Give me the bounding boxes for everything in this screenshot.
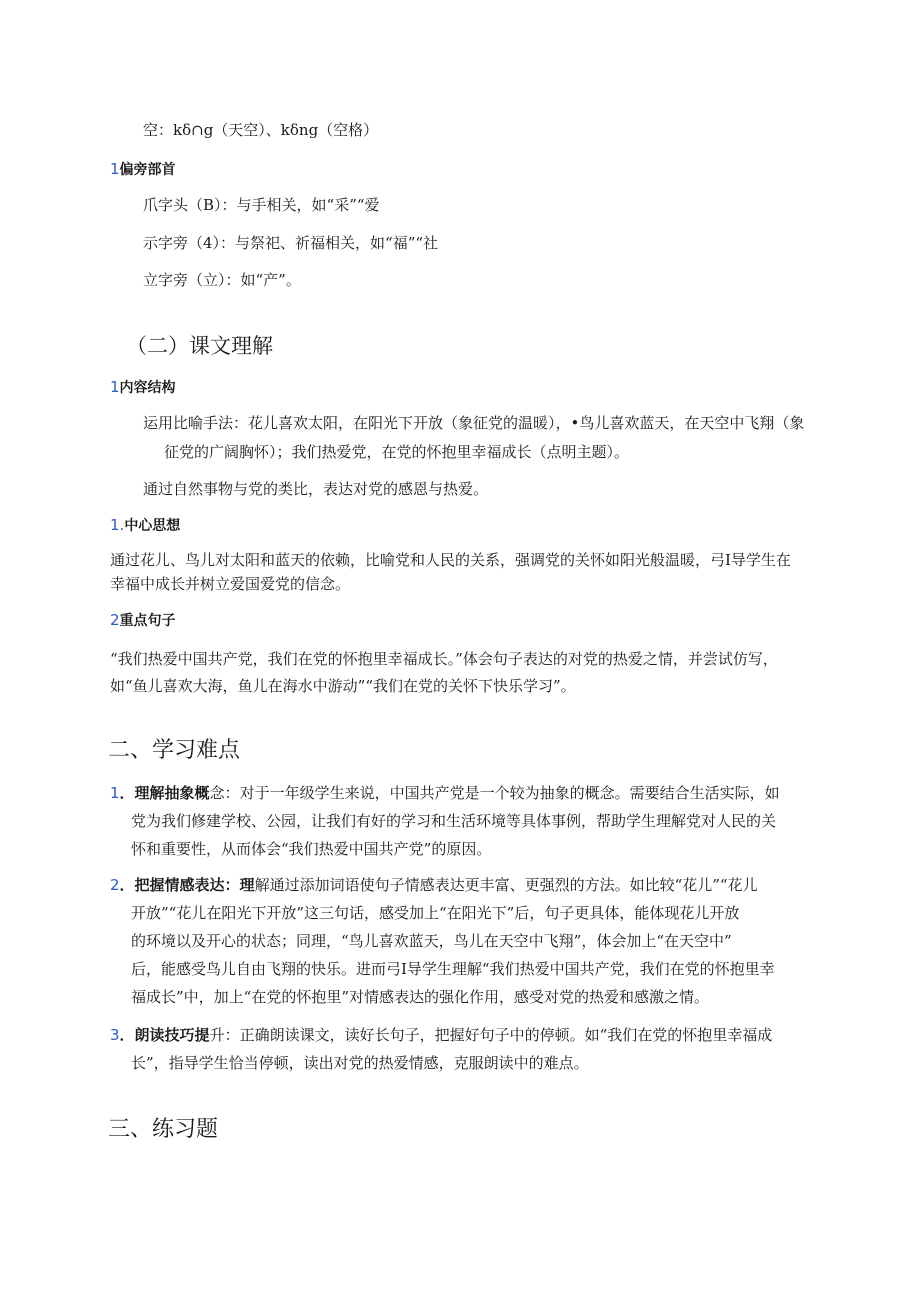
exercises-heading: 三、练习题	[108, 1117, 219, 1142]
structure-heading	[110, 377, 176, 398]
structure-line: 运用比喻手法：花儿喜欢太阳，在阳光下开放（象征党的温暖），•鸟儿喜欢蓝天，在天空中飞翔（象	[143, 414, 805, 432]
structure-title: 内容结构	[119, 380, 176, 396]
radicals-number: 1	[110, 160, 120, 178]
difficulty-line: 后，能感受鸟儿自由飞翔的快乐。进而弓I导学生理解“我们热爱中国共产党，我们在党的怀抱里幸	[131, 960, 775, 978]
difficulty-item-3	[110, 1025, 772, 1045]
radical-item-li: 立字旁（立）：如“产”。	[143, 271, 301, 289]
difficulty-label: ．把握情感表达：理	[119, 876, 255, 894]
key-sentence-line: 如“鱼儿喜欢大海，鱼儿在海水中游动”“我们在党的关怀下快乐学习”。	[110, 677, 576, 695]
difficulty-number: 1	[110, 784, 120, 802]
central-line: 幸福中成长并树立爱国爱党的信念。	[110, 575, 351, 593]
difficulty-number: 3	[110, 1026, 120, 1044]
pinyin-line: 空：kδ∩g（天空）、kδng（空格）	[143, 121, 379, 139]
structure-line: 通过自然事物与党的类比，表达对党的感恩与热爱。	[143, 480, 489, 498]
difficulty-line: 福成长”中，加上“在党的怀抱里”对情感表达的强化作用，感受对党的热爱和感激之情。	[131, 988, 710, 1006]
key-sentence-number: 2	[110, 611, 120, 629]
difficulty-label: ．朗读技巧提	[119, 1026, 210, 1044]
difficulty-text: 解通过添加词语使句子情感表达更丰富、更强烈的方法。如比较“花儿”“花儿	[254, 876, 758, 894]
radical-item-shi: 示字旁（4）：与祭祀、祈福相关，如“福”“社	[143, 234, 439, 252]
difficulty-line: 长”，指导学生恰当停顿，读出对党的热爱情感，克服朗读中的难点。	[131, 1054, 589, 1072]
difficulty-item-1	[110, 783, 780, 803]
difficulty-line: 的环境以及开心的状态；同理，“鸟儿喜欢蓝天，鸟儿在天空中飞翔”，体会加上“在天空中”	[131, 932, 732, 950]
central-line: 通过花儿、鸟儿对太阳和蓝天的依赖，比喻党和人民的关系，强调党的关怀如阳光般温暖，弓I导学生在	[110, 551, 791, 569]
key-sentence-line: “我们热爱中国共产党，我们在党的怀抱里幸福成长。”体会句子表达的对党的热爱之情，并尝试仿写，	[110, 650, 778, 668]
understanding-heading: （二）课文理解	[126, 334, 273, 358]
difficulty-item-2	[110, 875, 758, 895]
difficulties-heading: 二、学习难点	[108, 738, 241, 763]
structure-line: 征党的广阔胸怀）；我们热爱党，在党的怀抱里幸福成长（点明主题）。	[164, 443, 630, 461]
radicals-heading	[110, 159, 176, 180]
radicals-title: 偏旁部首	[119, 162, 176, 178]
radical-item-claw: 爪字头（B）：与手相关，如“采”“爱	[143, 196, 380, 214]
difficulty-line: 党为我们修建学校、公园，让我们有好的学习和生活环境等具体事例，帮助学生理解党对人民的关	[131, 812, 777, 830]
difficulty-line: 怀和重要性，从而体会“我们热爱中国共产党”的原因。	[131, 840, 492, 858]
central-heading	[110, 515, 180, 536]
difficulty-line: 开放”“花儿在阳光下开放”这三句话，感受加上“在阳光下”后，句子更具体，能体现花儿开放	[131, 904, 740, 922]
difficulty-number: 2	[110, 876, 120, 894]
structure-number: 1	[110, 378, 120, 396]
difficulty-text: 念：对于一年级学生来说，中国共产党是一个较为抽象的概念。需要结合生活实际，如	[209, 784, 780, 802]
key-sentence-heading	[110, 610, 176, 631]
central-title: 中心思想	[124, 518, 181, 534]
difficulty-text: 升：正确朗读课文，读好长句子，把握好句子中的停顿。如“我们在党的怀抱里幸福成	[209, 1026, 773, 1044]
difficulty-label: ．理解抽象概	[119, 784, 210, 802]
key-sentence-title: 重点句子	[119, 613, 176, 629]
central-number: 1.	[110, 516, 125, 534]
